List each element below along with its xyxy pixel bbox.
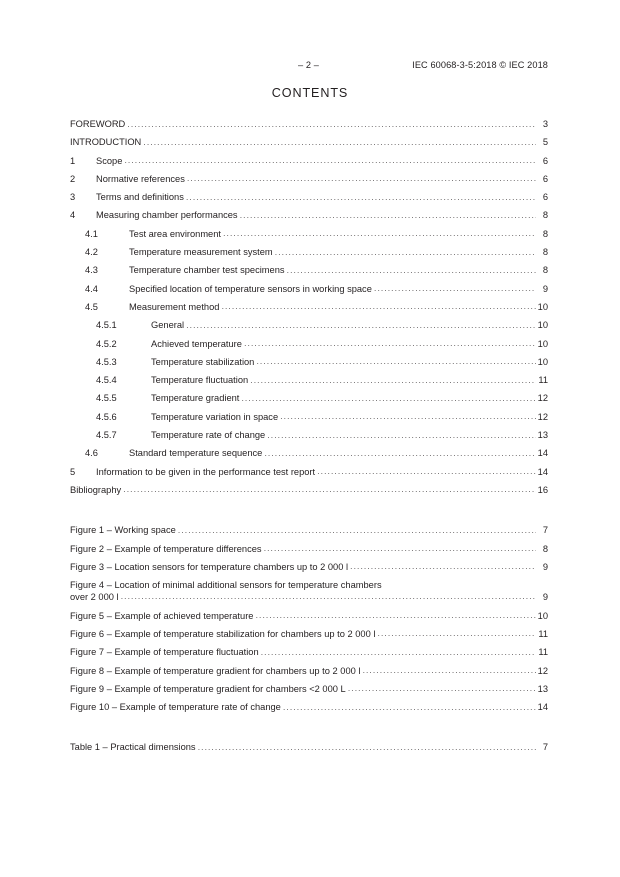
toc-entry-page-number: 13 — [537, 683, 548, 694]
toc-entry-label: Figure 9 – Example of temperature gradient for chambers <2 000 L — [70, 683, 346, 694]
page-title: CONTENTS — [271, 86, 349, 100]
toc-entry[interactable] — [70, 562, 548, 573]
toc-entry-page-number: 11 — [538, 375, 548, 386]
toc-entry-number: 4.5.6 — [96, 411, 117, 422]
toc-entry-number: 4.5.7 — [96, 430, 117, 441]
toc-entry-label: Temperature measurement system — [129, 247, 273, 258]
toc-leader-dots — [256, 358, 536, 366]
header-page-number: – 2 – — [298, 60, 319, 70]
toc-leader-dots — [186, 194, 536, 202]
toc-entry-page-number: 13 — [537, 430, 548, 441]
toc-table-list — [70, 742, 548, 753]
toc-entry-page-number: 12 — [537, 665, 548, 676]
header-standard-reference: IEC 60068-3-5:2018 © IEC 2018 — [412, 60, 548, 70]
toc-entry-label: Figure 2 – Example of temperature differences — [70, 543, 262, 554]
toc-entry[interactable] — [70, 702, 548, 713]
toc-leader-dots — [198, 744, 536, 752]
toc-entry[interactable] — [70, 580, 548, 603]
toc-entry-number: 4.1 — [85, 228, 98, 239]
toc-entry-number: 4.5.5 — [96, 393, 117, 404]
toc-entry-page-number: 5 — [542, 137, 548, 148]
toc-entry-number: 4.5.1 — [96, 320, 117, 331]
toc-entry-label: Figure 3 – Location sensors for temperature chambers up to 2 000 l — [70, 561, 349, 572]
toc-figure-list — [70, 525, 548, 713]
toc-leader-dots — [240, 212, 536, 220]
toc-entry-label: Temperature fluctuation — [151, 375, 249, 386]
toc-entry-page-number: 9 — [542, 561, 548, 572]
toc-entry[interactable] — [70, 302, 548, 313]
toc-leader-dots — [241, 395, 536, 403]
toc-entry-page-number: 10 — [537, 301, 548, 312]
toc-leader-dots — [317, 468, 536, 476]
toc-entry-label: Measuring chamber performances — [96, 210, 238, 221]
toc-entry-page-number: 14 — [537, 466, 548, 477]
toc-entry[interactable] — [70, 666, 548, 677]
toc-tables-spacer — [70, 720, 548, 742]
toc-leader-dots — [178, 527, 536, 535]
toc-entry[interactable] — [70, 448, 548, 459]
toc-leader-dots — [280, 413, 536, 421]
toc-entry-number: 3 — [70, 192, 76, 203]
toc-entry-page-number: 8 — [542, 210, 548, 221]
running-header — [70, 58, 548, 72]
toc-entry[interactable] — [70, 467, 548, 478]
toc-entry-number: 4.6 — [85, 448, 98, 459]
toc-entry-number: 4 — [70, 210, 76, 221]
toc-entry-label: Normative references — [96, 173, 185, 184]
toc-entry[interactable] — [70, 174, 548, 185]
toc-entry-page-number: 12 — [537, 411, 548, 422]
toc-entry-page-number: 6 — [542, 173, 548, 184]
toc-entry-number: 4.5.3 — [96, 356, 117, 367]
toc-entry-label: Specified location of temperature sensors in working space — [129, 283, 372, 294]
toc-entry-page-number: 10 — [537, 610, 548, 621]
toc-entry-label: Temperature gradient — [151, 393, 240, 404]
toc-entry-number: 2 — [70, 173, 76, 184]
toc-entry-label: Temperature stabilization — [151, 356, 255, 367]
toc-leader-dots — [275, 249, 536, 257]
toc-entry-page-number: 6 — [542, 192, 548, 203]
toc-entry[interactable] — [70, 684, 548, 695]
toc-leader-dots — [287, 267, 536, 275]
toc-entry-number: 5 — [70, 466, 76, 477]
toc-leader-dots — [377, 630, 536, 638]
toc-entry-label: Figure 5 – Example of achieved temperature — [70, 610, 254, 621]
toc-leader-dots — [223, 230, 536, 238]
toc-entry[interactable] — [70, 357, 548, 368]
toc-entry-page-number: 11 — [538, 647, 548, 658]
toc-entry[interactable] — [70, 339, 548, 350]
toc-entry-page-number: 7 — [542, 525, 548, 536]
toc-leader-dots — [374, 285, 536, 293]
toc-entry[interactable] — [70, 647, 548, 658]
toc-entry-number: 4.3 — [85, 265, 98, 276]
toc-leader-dots — [123, 486, 536, 494]
toc-leader-dots — [250, 377, 536, 385]
toc-leader-dots — [124, 157, 536, 165]
toc-leader-dots — [121, 594, 536, 602]
toc-entry-label: Table 1 – Practical dimensions — [70, 742, 196, 753]
toc-leader-dots — [261, 649, 536, 657]
toc-leader-dots — [264, 450, 536, 458]
toc-entry-page-number: 10 — [537, 356, 548, 367]
toc-entry-page-number: 10 — [537, 338, 548, 349]
toc-entry[interactable] — [70, 229, 548, 240]
toc-entry-page-number: 3 — [542, 119, 548, 129]
toc-entry[interactable] — [70, 119, 548, 130]
toc-entry-label-line2: over 2 000 l — [70, 591, 119, 602]
toc-leader-dots — [348, 685, 536, 693]
toc-entry[interactable] — [70, 210, 548, 221]
toc-entry-number: 4.5 — [85, 301, 98, 312]
toc-entry-label: Terms and definitions — [96, 192, 184, 203]
toc-leader-dots — [244, 340, 536, 348]
toc-entry[interactable] — [70, 137, 548, 148]
toc-entry-page-number: 14 — [537, 702, 548, 713]
toc-entry-page-number: 6 — [542, 155, 548, 166]
toc-entry-page-number: 14 — [537, 448, 548, 459]
toc-entry-label: Scope — [96, 155, 123, 166]
toc-leader-dots — [187, 175, 536, 183]
toc-entry-label: INTRODUCTION — [70, 137, 142, 148]
toc-entry-label: Figure 4 – Location of minimal additional sensors for temperature chambers — [70, 580, 382, 591]
toc-leader-dots — [264, 545, 536, 553]
toc-entry-page-number: 8 — [542, 228, 548, 239]
toc-entry[interactable] — [70, 375, 548, 386]
toc-entry-number: 4.5.2 — [96, 338, 117, 349]
toc-entry-page-number: 11 — [538, 628, 548, 639]
toc-leader-dots — [267, 432, 536, 440]
toc-entry[interactable] — [70, 284, 548, 295]
toc-entry-page-number: 8 — [542, 543, 548, 554]
toc-entry-label: FOREWORD — [70, 119, 126, 129]
toc-entry-number: 4.4 — [85, 283, 98, 294]
toc-leader-dots — [283, 704, 536, 712]
toc-leader-dots — [127, 121, 536, 129]
toc-leader-dots — [186, 322, 536, 330]
toc-entry[interactable] — [70, 611, 548, 622]
toc-entry-page-number: 9 — [542, 283, 548, 294]
toc-entry[interactable] — [70, 265, 548, 276]
toc-entry-label: Temperature chamber test specimens — [129, 265, 285, 276]
toc-figures-spacer — [70, 503, 548, 525]
toc-entry-label: Achieved temperature — [151, 338, 242, 349]
toc-leader-dots — [255, 612, 536, 620]
toc-entry-number: 4.2 — [85, 247, 98, 258]
toc-entry-label: Standard temperature sequence — [129, 448, 263, 459]
toc-leader-dots — [362, 667, 536, 675]
toc-entry-label: Information to be given in the performance test report — [96, 466, 316, 477]
toc-entry-page-number: 10 — [537, 320, 548, 331]
toc-entry-label: General — [151, 320, 185, 331]
toc-entry-label: Figure 10 – Example of temperature rate of change — [70, 702, 281, 713]
toc-leader-dots — [221, 303, 536, 311]
toc-entry-page-number: 12 — [537, 393, 548, 404]
toc-entry[interactable] — [70, 525, 548, 536]
toc-entry-page-number: 9 — [542, 591, 548, 602]
toc-entry[interactable] — [70, 742, 548, 753]
toc-entry[interactable] — [70, 320, 548, 331]
toc-entry-label: Figure 1 – Working space — [70, 525, 176, 536]
toc-entry-label: Bibliography — [70, 484, 122, 495]
toc-entry[interactable] — [70, 393, 548, 404]
toc-entry-number: 1 — [70, 155, 76, 166]
toc-entry-page-number: 8 — [542, 265, 548, 276]
toc-entry[interactable] — [70, 430, 548, 441]
toc-entry[interactable] — [70, 247, 548, 258]
toc-entry-page-number: 16 — [537, 484, 548, 495]
toc-entry[interactable] — [70, 629, 548, 640]
toc-entry[interactable] — [70, 485, 548, 496]
toc-entry-label: Measurement method — [129, 301, 220, 312]
toc-entry[interactable] — [70, 192, 548, 203]
toc-leader-dots — [350, 563, 536, 571]
toc-entry-label: Figure 6 – Example of temperature stabilization for chambers up to 2 000 l — [70, 628, 376, 639]
toc-entry-label: Figure 7 – Example of temperature fluctuation — [70, 647, 259, 658]
toc-entry-label: Test area environment — [129, 228, 221, 239]
toc-entry[interactable] — [70, 156, 548, 167]
toc-entry-number: 4.5.4 — [96, 375, 117, 386]
toc-entry-label: Temperature variation in space — [151, 411, 279, 422]
toc-entry[interactable] — [70, 412, 548, 423]
toc-entry[interactable] — [70, 544, 548, 555]
toc-clause-list — [70, 119, 548, 496]
toc-entry-label-continued — [70, 592, 548, 604]
toc-leader-dots — [143, 139, 536, 147]
toc-entry-page-number: 8 — [542, 247, 548, 258]
toc-entry-label: Figure 8 – Example of temperature gradient for chambers up to 2 000 l — [70, 665, 361, 676]
toc-entry-label: Temperature rate of change — [151, 430, 266, 441]
toc-entry-page-number: 7 — [542, 742, 548, 753]
table-of-contents — [70, 119, 548, 761]
